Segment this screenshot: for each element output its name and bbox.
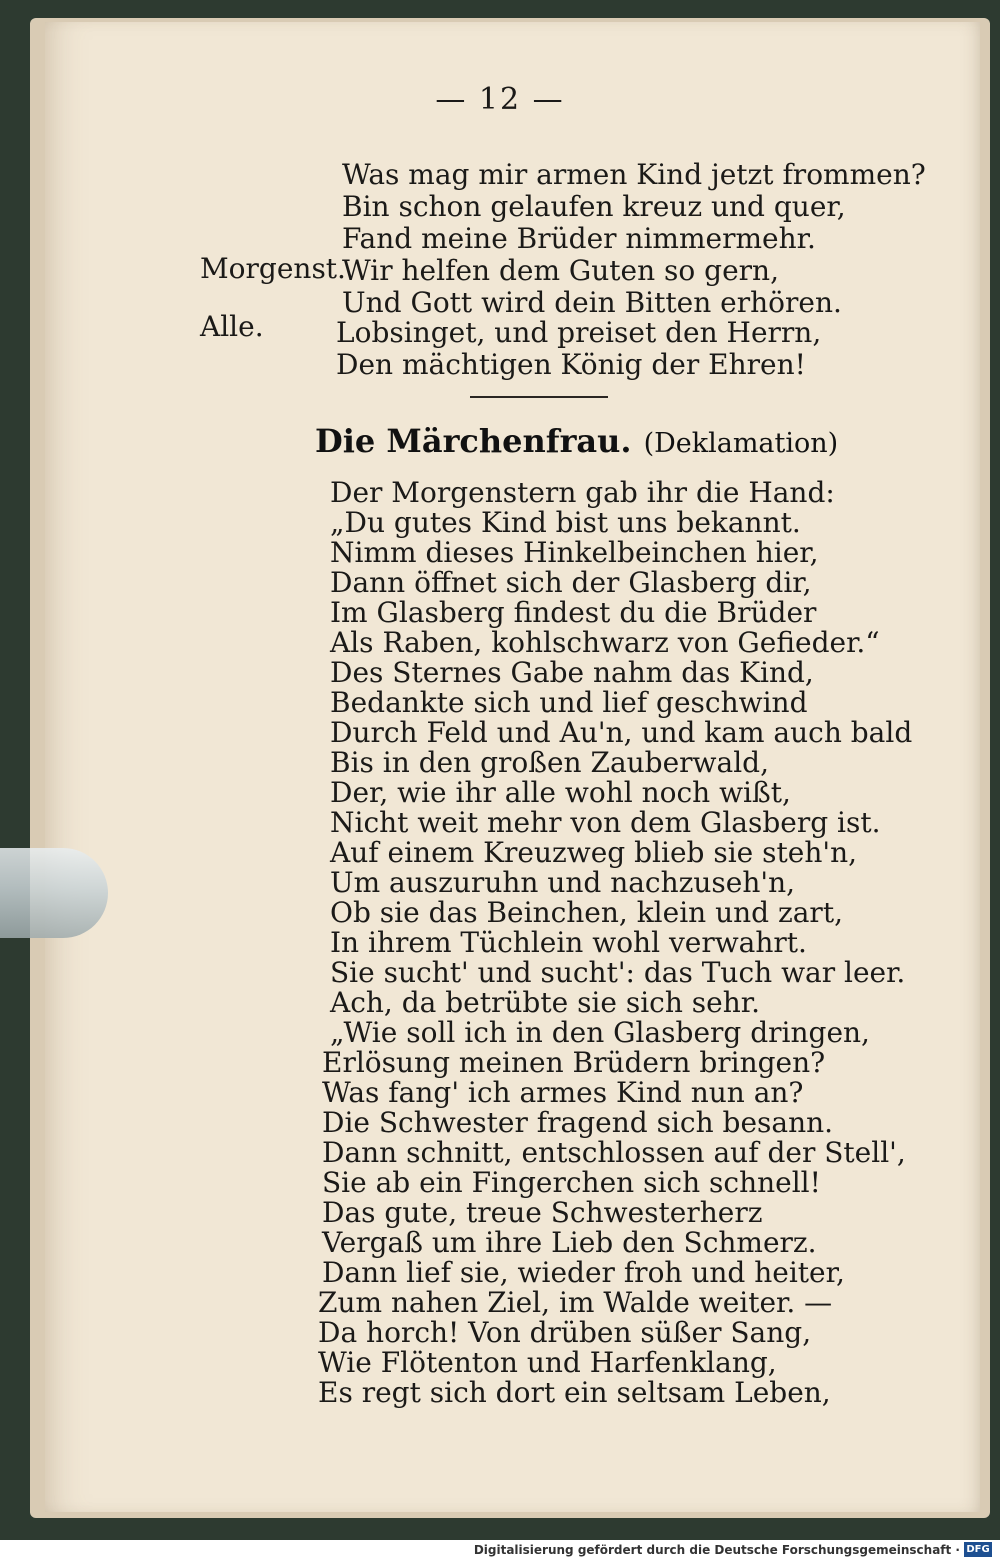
speaker-label: Morgenst. [200, 252, 346, 285]
verse-line: Fand meine Brüder nimmermehr. [342, 222, 816, 255]
poem-line: Was fang' ich armes Kind nun an? [322, 1076, 804, 1109]
section-heading [315, 422, 838, 460]
poem-line: Das gute, treue Schwesterherz [322, 1196, 763, 1229]
poem-line: Durch Feld und Au'n, und kam auch bald [330, 716, 913, 749]
speaker-label: Alle. [200, 310, 264, 343]
poem-line: Ach, da betrübte sie sich sehr. [330, 986, 760, 1019]
poem-line: Bedankte sich und lief geschwind [330, 686, 808, 719]
poem-line: Des Sternes Gabe nahm das Kind, [330, 656, 814, 689]
heading-subtitle: (Deklamation) [643, 428, 839, 459]
poem-line: Zum nahen Ziel, im Walde weiter. — [318, 1286, 833, 1319]
poem-line: Im Glasberg findest du die Brüder [330, 596, 817, 629]
heading-title: Die Märchenfrau. [315, 422, 632, 460]
poem-line: Nicht weit mehr von dem Glasberg ist. [330, 806, 881, 839]
poem-line: Wie Flötenton und Harfenklang, [318, 1346, 777, 1379]
verse-line: Und Gott wird dein Bitten erhören. [342, 286, 842, 319]
verse-line: Lobsinget, und preiset den Herrn, [336, 316, 822, 349]
poem-line: „Du gutes Kind bist uns bekannt. [330, 506, 801, 539]
page-number: — 12 — [435, 82, 565, 117]
poem-line: Dann lief sie, wieder froh und heiter, [322, 1256, 845, 1289]
poem-line: Die Schwester fragend sich besann. [322, 1106, 834, 1139]
section-divider [470, 396, 608, 398]
verse-line: Den mächtigen König der Ehren! [336, 348, 806, 381]
poem-line: Erlösung meinen Brüdern bringen? [322, 1046, 826, 1079]
poem-line: Sie sucht' und sucht': das Tuch war leer. [330, 956, 906, 989]
poem-line: Als Raben, kohlschwarz von Gefieder.“ [330, 626, 880, 659]
poem-line: Der, wie ihr alle wohl noch wißt, [330, 776, 791, 809]
page-clip [0, 848, 108, 938]
poem-line: Um auszuruhn und nachzuseh'n, [330, 866, 796, 899]
poem-line: Es regt sich dort ein seltsam Leben, [318, 1376, 831, 1409]
poem-line: Ob sie das Beinchen, klein und zart, [330, 896, 843, 929]
verse-line: Was mag mir armen Kind jetzt frommen? [342, 158, 926, 191]
poem-line: Dann öffnet sich der Glasberg dir, [330, 566, 812, 599]
poem-line: Sie ab ein Fingerchen sich schnell! [322, 1166, 821, 1199]
poem-line: Da horch! Von drüben süßer Sang, [318, 1316, 812, 1349]
poem-line: Der Morgenstern gab ihr die Hand: [330, 476, 835, 509]
poem-line: Nimm dieses Hinkelbeinchen hier, [330, 536, 819, 569]
poem-line: In ihrem Tüchlein wohl verwahrt. [330, 926, 807, 959]
poem-line: Auf einem Kreuzweg blieb sie steh'n, [330, 836, 857, 869]
poem-line: „Wie soll ich in den Glasberg dringen, [330, 1016, 870, 1049]
dfg-logo: DFG [964, 1542, 992, 1557]
poem-line: Dann schnitt, entschlossen auf der Stell', [322, 1136, 906, 1169]
footer-credit: Digitalisierung gefördert durch die Deutsche Forschungsgemeinschaft · [473, 1543, 960, 1557]
poem-line: Vergaß um ihre Lieb den Schmerz. [322, 1226, 817, 1259]
verse-line: Bin schon gelaufen kreuz und quer, [342, 190, 846, 223]
poem-line: Bis in den großen Zauberwald, [330, 746, 769, 779]
verse-line: Wir helfen dem Guten so gern, [342, 254, 779, 287]
